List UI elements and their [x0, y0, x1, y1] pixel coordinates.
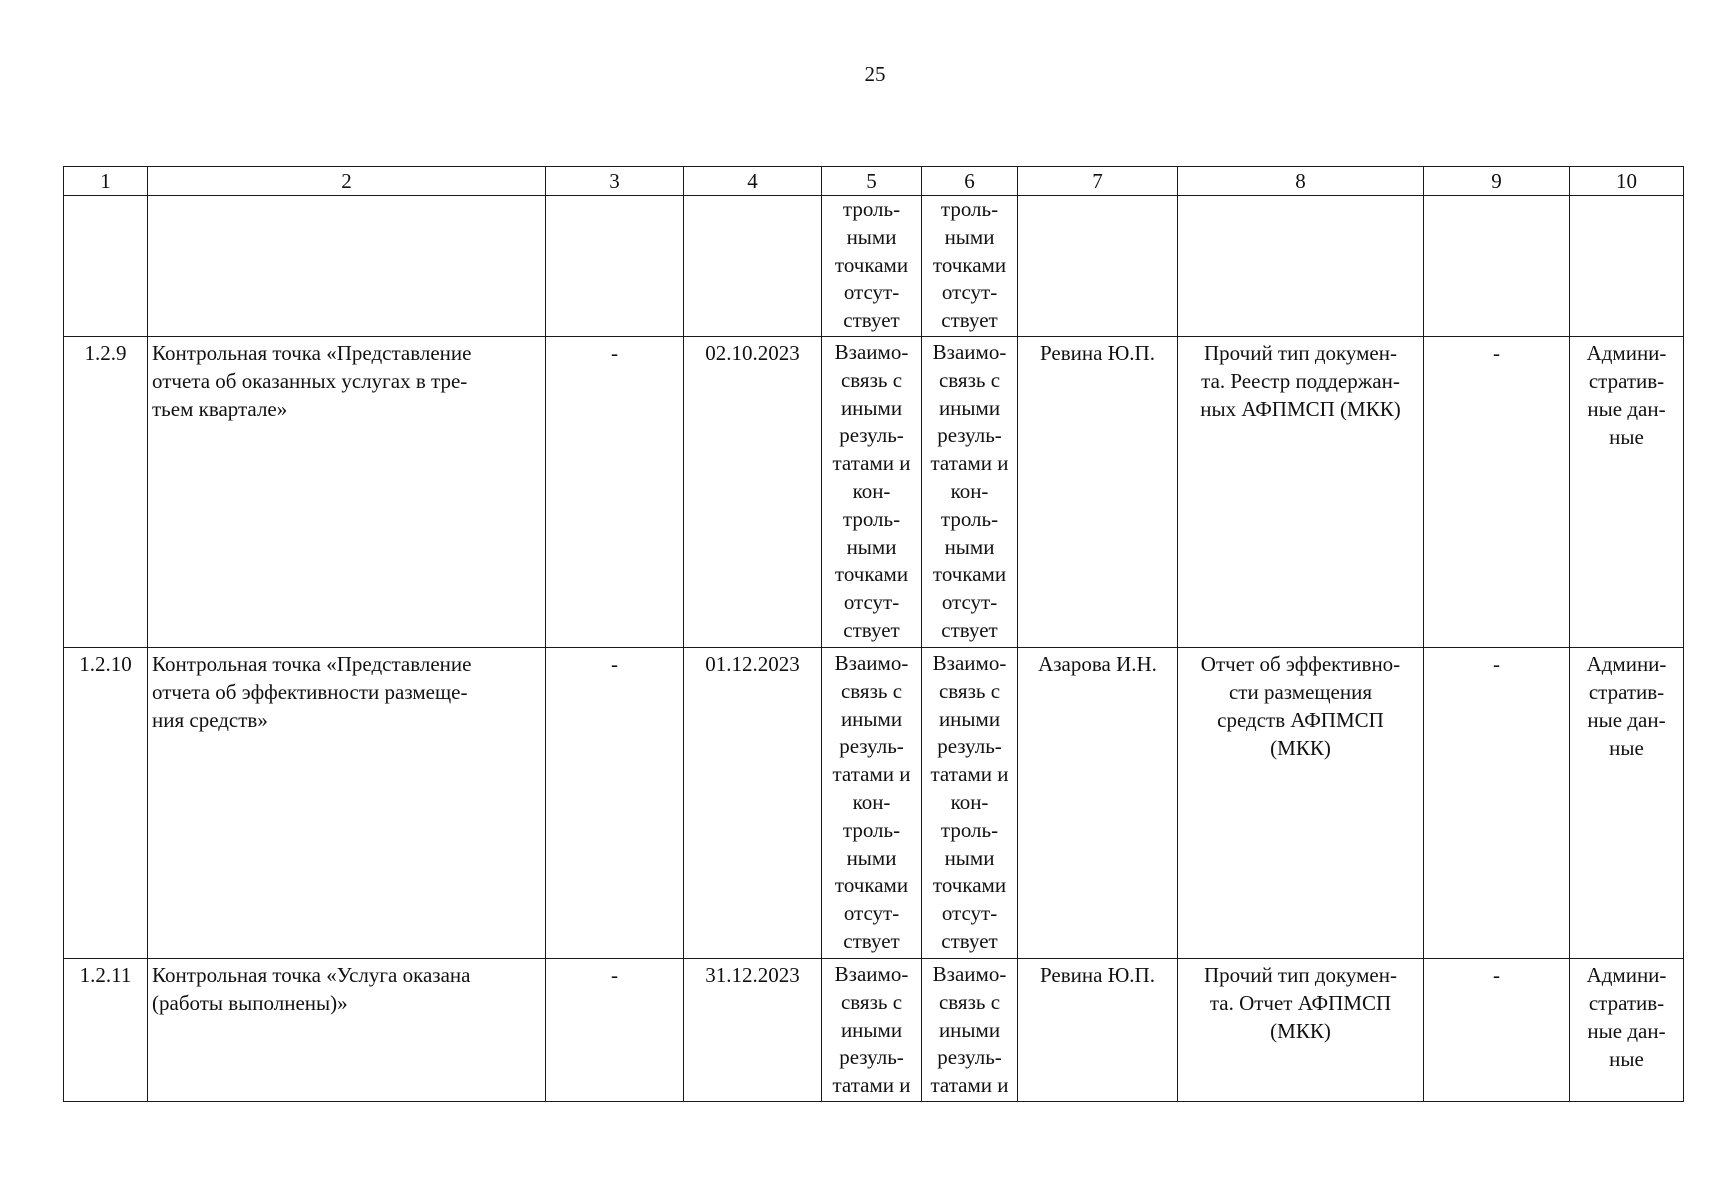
cell-line: ными — [846, 534, 897, 559]
cell-line: ными — [846, 845, 897, 870]
table-row-continuation — [64, 196, 1684, 337]
cell-line: Взаимо- — [932, 651, 1007, 675]
cell-date — [684, 196, 822, 337]
cell-line: средств АФПМСП — [1217, 708, 1384, 732]
table-row — [64, 648, 1684, 959]
cell-line: та. Отчет АФПМСП — [1209, 991, 1392, 1015]
cell-line: троль- — [940, 817, 999, 842]
cell-line: отсут- — [843, 590, 900, 615]
cell-line: Прочий тип докумен- — [1204, 341, 1397, 365]
cell-line: Контрольная точка «Представление — [152, 341, 472, 365]
cell-col6 — [922, 648, 1018, 959]
table-row — [64, 337, 1684, 648]
cell-date: 31.12.2023 — [684, 959, 822, 1102]
cell-line: связь с — [938, 678, 1001, 703]
cell-name — [148, 196, 546, 337]
cell-col5 — [822, 959, 922, 1102]
cell-col6 — [922, 959, 1018, 1102]
cell-line: Прочий тип докумен- — [1204, 963, 1397, 987]
cell-line: Админи- — [1586, 963, 1667, 987]
cell-line: ные дан- — [1587, 708, 1666, 732]
cell-line: стратив- — [1588, 680, 1665, 704]
cell-line: троль- — [842, 197, 901, 221]
cell-line: ными — [846, 224, 897, 249]
cell-document — [1178, 196, 1424, 337]
cell-line: Контрольная точка «Представление — [152, 652, 472, 676]
cell-line: иными — [938, 1017, 1001, 1042]
cell-line: ствует — [941, 928, 998, 953]
cell-line: отсут- — [843, 901, 900, 926]
column-header-7: 7 — [1018, 167, 1178, 196]
cell-line: связь с — [840, 989, 903, 1014]
cell-document — [1178, 337, 1424, 648]
cell-line: ствует — [843, 617, 900, 642]
cell-line: точками — [932, 562, 1007, 587]
cell-col9: - — [1424, 337, 1570, 648]
cell-line: Контрольная точка «Услуга оказана — [152, 963, 471, 987]
cell-name — [148, 337, 546, 648]
cell-col9: - — [1424, 959, 1570, 1102]
cell-name — [148, 648, 546, 959]
cell-line: (работы выполнены)» — [152, 991, 348, 1015]
cell-line: отсут- — [843, 280, 900, 305]
cell-line: стратив- — [1588, 991, 1665, 1015]
cell-responsible: Азарова И.Н. — [1018, 648, 1178, 959]
cell-line: троль- — [940, 197, 999, 221]
cell-line: точками — [834, 562, 909, 587]
cell-line: отсут- — [941, 280, 998, 305]
cell-line: (МКК) — [1270, 736, 1331, 760]
cell-line: троль- — [842, 817, 901, 842]
column-header-3: 3 — [546, 167, 684, 196]
cell-line: татами и — [832, 1073, 911, 1098]
cell-line: резуль- — [839, 423, 904, 448]
cell-line: резуль- — [839, 734, 904, 759]
cell-number: 1.2.10 — [64, 648, 148, 959]
cell-line: кон- — [950, 789, 989, 814]
cell-responsible: Ревина Ю.П. — [1018, 959, 1178, 1102]
cell-line: троль- — [842, 506, 901, 531]
cell-col6 — [922, 196, 1018, 337]
column-header-8: 8 — [1178, 167, 1424, 196]
cell-line: Админи- — [1586, 652, 1667, 676]
cell-line: ными — [944, 534, 995, 559]
cell-line: татами и — [832, 451, 911, 476]
cell-date: 01.12.2023 — [684, 648, 822, 959]
cell-line: ствует — [843, 308, 900, 333]
cell-line: Взаимо- — [932, 340, 1007, 364]
cell-number: 1.2.11 — [64, 959, 148, 1102]
cell-line: ных АФПМСП (МКК) — [1200, 397, 1401, 421]
cell-line: Взаимо- — [834, 651, 909, 675]
cell-line: иными — [938, 706, 1001, 731]
cell-number — [64, 196, 148, 337]
cell-line: кон- — [852, 789, 891, 814]
cell-line: иными — [840, 395, 903, 420]
cell-line: Взаимо- — [834, 962, 909, 986]
column-header-4: 4 — [684, 167, 822, 196]
cell-line: точками — [932, 252, 1007, 277]
cell-line: татами и — [930, 762, 1009, 787]
cell-line: точками — [834, 873, 909, 898]
cell-line: ствует — [941, 308, 998, 333]
cell-source — [1570, 337, 1684, 648]
cell-line: (МКК) — [1270, 1019, 1331, 1043]
cell-line: резуль- — [937, 1045, 1002, 1070]
cell-line: ствует — [843, 928, 900, 953]
cell-source — [1570, 648, 1684, 959]
cell-line: Взаимо- — [834, 340, 909, 364]
column-header-1: 1 — [64, 167, 148, 196]
cell-line: ствует — [941, 617, 998, 642]
cell-line: отчета об эффективности размеще- — [152, 680, 468, 704]
cell-line: ными — [944, 224, 995, 249]
cell-line: троль- — [940, 506, 999, 531]
cell-line: Админи- — [1586, 341, 1667, 365]
cell-line: ные — [1609, 1047, 1644, 1071]
cell-line: связь с — [938, 989, 1001, 1014]
cell-line: отчета об оказанных услугах в тре- — [152, 369, 468, 393]
table-row — [64, 959, 1684, 1102]
column-header-6: 6 — [922, 167, 1018, 196]
cell-col3 — [546, 196, 684, 337]
cell-line: стратив- — [1588, 369, 1665, 393]
column-header-10: 10 — [1570, 167, 1684, 196]
cell-col9: - — [1424, 648, 1570, 959]
cell-line: татами и — [930, 451, 1009, 476]
cell-line: кон- — [852, 478, 891, 503]
cell-col6 — [922, 337, 1018, 648]
cell-line: резуль- — [937, 734, 1002, 759]
cell-line: связь с — [840, 367, 903, 392]
cell-line: тьем квартале» — [152, 397, 288, 421]
cell-line: связь с — [938, 367, 1001, 392]
cell-responsible: Ревина Ю.П. — [1018, 337, 1178, 648]
cell-document — [1178, 959, 1424, 1102]
cell-responsible — [1018, 196, 1178, 337]
cell-line: резуль- — [937, 423, 1002, 448]
control-points-table — [63, 166, 1684, 1102]
page-number: 25 — [864, 62, 886, 86]
cell-line: Взаимо- — [932, 962, 1007, 986]
cell-line: точками — [932, 873, 1007, 898]
cell-number: 1.2.9 — [64, 337, 148, 648]
cell-line: иными — [938, 395, 1001, 420]
cell-line: отсут- — [941, 901, 998, 926]
cell-line: ными — [944, 845, 995, 870]
cell-col3: - — [546, 337, 684, 648]
cell-line: ные — [1609, 736, 1644, 760]
cell-line: сти размещения — [1228, 680, 1373, 704]
cell-line: татами и — [832, 762, 911, 787]
cell-line: татами и — [930, 1073, 1009, 1098]
cell-line: Отчет об эффективно- — [1200, 652, 1401, 676]
header-row — [64, 167, 1684, 196]
column-header-5: 5 — [822, 167, 922, 196]
cell-col3: - — [546, 648, 684, 959]
cell-line: связь с — [840, 678, 903, 703]
cell-line: иными — [840, 706, 903, 731]
cell-line: кон- — [950, 478, 989, 503]
cell-source — [1570, 959, 1684, 1102]
cell-line: точками — [834, 252, 909, 277]
cell-line: ния средств» — [152, 708, 268, 732]
cell-document — [1178, 648, 1424, 959]
cell-line: отсут- — [941, 590, 998, 615]
cell-col5 — [822, 196, 922, 337]
cell-name — [148, 959, 546, 1102]
cell-source — [1570, 196, 1684, 337]
column-header-2: 2 — [148, 167, 546, 196]
cell-line: ные дан- — [1587, 1019, 1666, 1043]
cell-line: та. Реестр поддержан- — [1201, 369, 1400, 393]
cell-date: 02.10.2023 — [684, 337, 822, 648]
column-header-9: 9 — [1424, 167, 1570, 196]
cell-line: резуль- — [839, 1045, 904, 1070]
cell-line: ные дан- — [1587, 397, 1666, 421]
cell-col9 — [1424, 196, 1570, 337]
cell-col5 — [822, 648, 922, 959]
cell-line: иными — [840, 1017, 903, 1042]
cell-col5 — [822, 337, 922, 648]
cell-col3: - — [546, 959, 684, 1102]
cell-line: ные — [1609, 425, 1644, 449]
